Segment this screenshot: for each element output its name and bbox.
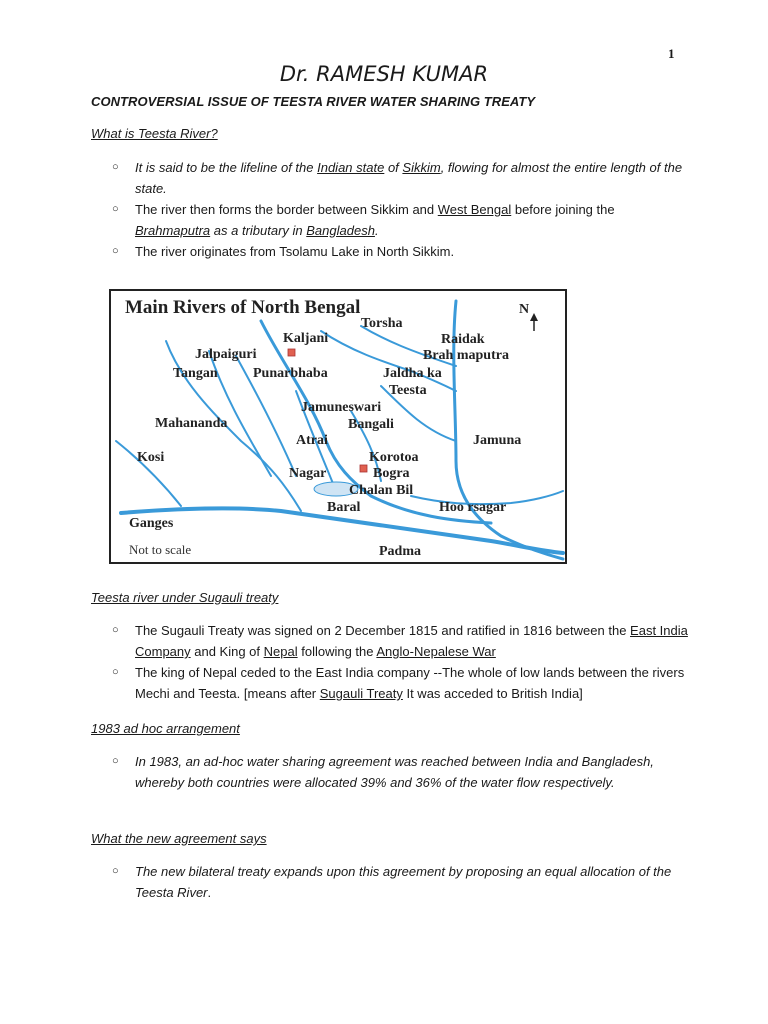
map-graphic	[111, 291, 565, 562]
north-label: N	[519, 302, 530, 317]
label-kosi: Kosi	[137, 450, 165, 465]
map-title: Main Rivers of North Bengal	[125, 297, 361, 318]
link-nepal[interactable]: Nepal	[263, 644, 298, 659]
label-padma: Padma	[379, 544, 421, 559]
author-name: Dr. RAMESH KUMAR	[279, 62, 489, 86]
bullet-list-teesta	[0, 157, 768, 262]
list-item: ○ In 1983, an ad-hoc water sharing agreement was reached between India and Bangladesh, whereby both countries were allocated 39% and 36% of the water flow respectively.	[0, 751, 768, 793]
document-title: CONTROVERSIAL ISSUE OF TEESTA RIVER WATER SHARING TREATY	[91, 94, 536, 109]
page-number: 1	[668, 46, 675, 61]
bogra-marker-icon	[360, 465, 367, 472]
label-raidak: Raidak	[441, 332, 485, 347]
bullet-circle-icon: ○	[112, 245, 119, 257]
scale-note: Not to scale	[129, 542, 192, 557]
label-ganges: Ganges	[129, 516, 174, 531]
list-item: ○ The river then forms the border between Sikkim and West Bengal before joining the Brahmaputra as a tributary in Bangladesh.	[0, 199, 768, 241]
bullet-circle-icon: ○	[112, 161, 119, 173]
bullet-circle-icon: ○	[112, 666, 119, 678]
north-bengal-rivers-map	[109, 289, 567, 564]
section-heading-sugauli-treaty: Teesta river under Sugauli treaty	[91, 590, 279, 605]
label-bangali: Bangali	[348, 417, 394, 432]
section-heading-1983-arrangement: 1983 ad hoc arrangement	[91, 721, 240, 736]
link-west-bengal[interactable]: West Bengal	[437, 202, 512, 217]
label-tangan: Tangan	[173, 366, 218, 381]
label-bogra: Bogra	[373, 466, 410, 481]
label-atrai: Atrai	[296, 433, 328, 448]
bullet-list-1983	[0, 751, 768, 793]
label-kaljani: Kaljani	[283, 331, 329, 346]
link-east-india-company[interactable]: East India Company	[135, 623, 688, 659]
label-nagar: Nagar	[289, 466, 327, 481]
label-mahananda: Mahananda	[155, 416, 228, 431]
label-jalpaiguri: Jalpaiguri	[195, 347, 257, 362]
label-korotoa: Korotoa	[369, 450, 419, 465]
link-indian-state[interactable]: Indian state	[317, 160, 385, 175]
label-jaldhaka: Jaldha ka	[383, 366, 442, 381]
list-item: ○ It is said to be the lifeline of the Indian state of Sikkim, flowing for almost the entire length of the state.	[0, 157, 768, 199]
link-sikkim[interactable]: Sikkim	[402, 160, 441, 175]
jalpaiguri-marker-icon	[288, 349, 295, 356]
label-punarbhaba: Punarbhaba	[253, 366, 328, 381]
label-jamuna: Jamuna	[473, 433, 522, 448]
section-heading-new-agreement: What the new agreement says	[91, 831, 267, 846]
list-item: ○ The river originates from Tsolamu Lake in North Sikkim.	[0, 241, 768, 262]
bullet-circle-icon: ○	[112, 755, 119, 767]
label-jamuneswari: Jamuneswari	[301, 400, 382, 415]
bullet-circle-icon: ○	[112, 865, 119, 877]
link-bangladesh[interactable]: Bangladesh	[306, 223, 375, 238]
label-brahmaputra: Brah maputra	[423, 348, 509, 363]
list-item: ○ The new bilateral treaty expands upon this agreement by proposing an equal allocation of the Teesta River.	[0, 861, 768, 903]
list-item: ○ The king of Nepal ceded to the East India company --The whole of low lands between the rivers Mechi and Teesta. [means after Sugauli Treaty It was acceded to British India]	[0, 662, 768, 704]
bullet-list-new-agreement	[0, 861, 768, 903]
bullet-list-sugauli	[0, 620, 768, 704]
label-chalan-bil: Chalan Bil	[349, 483, 414, 498]
link-brahmaputra[interactable]: Brahmaputra	[135, 223, 211, 238]
label-baral: Baral	[327, 500, 361, 515]
link-anglo-nepalese-war[interactable]: Anglo-Nepalese War	[376, 644, 496, 659]
label-torsha: Torsha	[361, 316, 403, 331]
bullet-circle-icon: ○	[112, 624, 119, 636]
north-arrowhead-icon	[530, 313, 538, 321]
link-sugauli-treaty[interactable]: Sugauli Treaty	[319, 686, 403, 701]
label-hoorsagar: Hoo rsagar	[439, 500, 507, 515]
label-teesta: Teesta	[389, 383, 427, 398]
list-item: ○ The Sugauli Treaty was signed on 2 December 1815 and ratified in 1816 between the East India Company and King of Nepal following the Anglo-Nepalese War	[0, 620, 768, 662]
bullet-circle-icon: ○	[112, 203, 119, 215]
section-heading-what-is-teesta: What is Teesta River?	[91, 126, 218, 141]
